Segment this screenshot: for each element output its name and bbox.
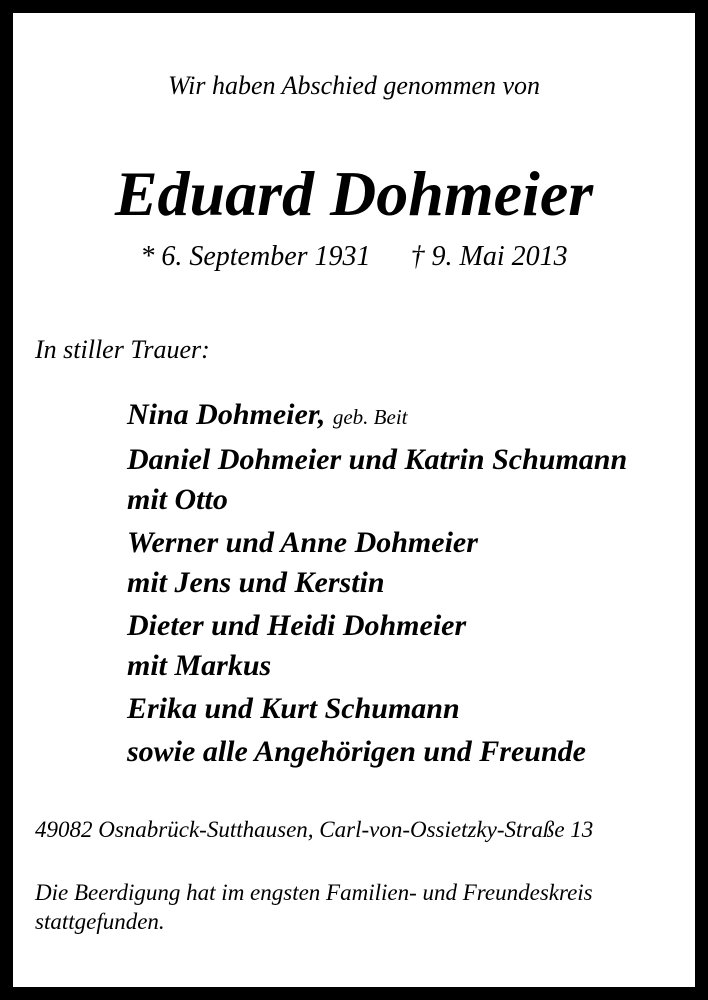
funeral-note-line: Die Beerdigung hat im engsten Familien- und Freundeskreis bbox=[35, 880, 593, 905]
family-line: sowie alle Angehörigen und Freunde bbox=[127, 735, 586, 768]
deceased-name: Eduard Dohmeier bbox=[114, 158, 594, 229]
obituary-card bbox=[13, 13, 695, 987]
birth-date: * 6. September 1931 bbox=[140, 241, 371, 272]
funeral-note bbox=[35, 878, 685, 936]
mourning-label: In stiller Trauer: bbox=[35, 335, 210, 364]
family-entry bbox=[127, 689, 627, 729]
life-dates bbox=[13, 241, 695, 273]
family-line: mit Otto bbox=[127, 483, 228, 516]
family-entry bbox=[127, 732, 627, 772]
family-line: Daniel Dohmeier und Katrin Schumann bbox=[127, 443, 628, 476]
family-line: mit Jens und Kerstin bbox=[127, 566, 385, 599]
family-entry bbox=[127, 440, 627, 520]
family-entry bbox=[127, 395, 627, 437]
funeral-note-line: stattgefunden. bbox=[35, 909, 165, 934]
family-line: Dieter und Heidi Dohmeier bbox=[127, 609, 467, 642]
family-line: Nina Dohmeier, bbox=[127, 398, 326, 431]
intro-text: Wir haben Abschied genommen von bbox=[167, 71, 541, 100]
family-entry bbox=[127, 606, 627, 686]
maiden-name-note: geb. Beit bbox=[332, 405, 408, 429]
family-line: Erika und Kurt Schumann bbox=[127, 692, 460, 725]
family-line: mit Markus bbox=[127, 649, 272, 682]
death-date: † 9. Mai 2013 bbox=[410, 241, 568, 272]
family-list bbox=[127, 395, 627, 775]
family-line: Werner und Anne Dohmeier bbox=[127, 526, 478, 559]
address-line: 49082 Osnabrück-Sutthausen, Carl-von-Ossietzky-Straße 13 bbox=[35, 817, 594, 842]
family-entry bbox=[127, 523, 627, 603]
